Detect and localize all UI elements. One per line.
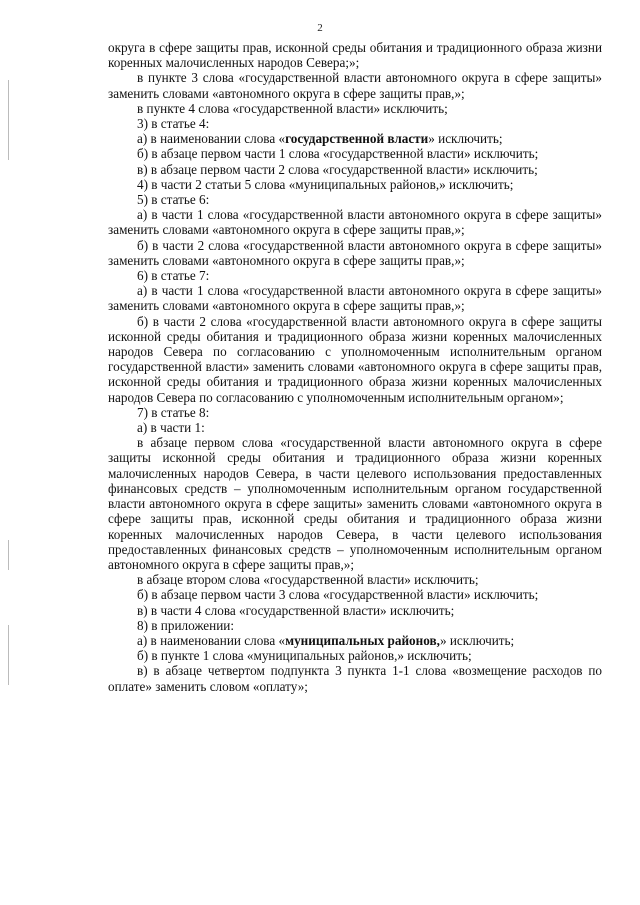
bold-text: государственной власти [285,131,429,147]
paragraph: б) в абзаце первом части 3 слова «государственной власти» исключить; [137,587,539,603]
page-number: 2 [317,22,323,34]
paragraph: 5) в статье 6: [137,192,210,208]
paragraph: в пункте 3 слова «государственной власти автономного округа в сфере защиты» заменить словами «автономного округа в сфере защиты прав,»; [108,70,602,101]
paragraph: в абзаце первом слова «государственной власти автономного округа в сфере защиты исконной среды обитания и традиционного образа жизни коренных малочисленных народов Севера, в части целевого использования предоставленных финансовых средств – уполномоченным исполнительным органом государственной власти автономного округа в сфере защиты» заменить словами «автономного округа в сфере защиты прав, исконной среды обитания и традиционного образа жизни коренных малочисленных народов Севера, в части целевого использования предоставленных финансовых средств – уполномоченным исполнительным органом автономного округа в сфере защиты прав,»; [108,435,602,572]
paragraph: а) в части 1 слова «государственной власти автономного округа в сфере защиты» заменить словами «автономного округа в сфере защиты прав,»; [108,207,602,238]
paragraph: в пункте 4 слова «государственной власти» исключить; [137,100,448,116]
paragraph: в абзаце втором слова «государственной власти» исключить; [137,572,479,588]
paragraph: 3) в статье 4: [137,116,210,132]
paragraph: 4) в части 2 статьи 5 слова «муниципальных районов,» исключить; [137,176,514,192]
paragraph: 6) в статье 7: [137,268,210,284]
paragraph: б) в части 2 слова «государственной власти автономного округа в сфере защиты» заменить словами «автономного округа в сфере защиты прав,»; [108,237,602,268]
bold-text: муниципальных районов, [285,632,440,648]
paragraph: в) в части 4 слова «государственной власти» исключить; [137,602,455,618]
scan-margin-mark [8,625,9,685]
paragraph: б) в пункте 1 слова «муниципальных районов,» исключить; [137,648,472,664]
paragraph: в) в абзаце четвертом подпункта 3 пункта 1-1 слова «возмещение расходов по оплате» заменить словом «оплату»; [108,663,602,694]
paragraph: округа в сфере защиты прав, исконной среды обитания и традиционного образа жизни коренных малочисленных народов Севера;»; [108,40,602,71]
paragraph: б) в части 2 слова «государственной власти автономного округа в сфере защиты исконной среды обитания и традиционного образа жизни коренных малочисленных народов Севера по согласованию с уполномоченным исполнительным органом государственной власти» заменить словами «автономного округа в сфере защиты прав, исконной среды обитания и традиционного образа жизни коренных малочисленных народов Севера по согласованию с уполномоченным исполнительным органом»; [108,313,602,405]
paragraph: а) в наименовании слова «муниципальных районов,» исключить; [137,632,515,648]
scan-margin-mark [8,80,9,160]
paragraph: а) в части 1 слова «государственной власти автономного округа в сфере защиты» заменить словами «автономного округа в сфере защиты прав,»; [108,283,602,314]
document-body [108,40,602,694]
paragraph: 8) в приложении: [137,617,234,633]
paragraph: в) в абзаце первом части 2 слова «государственной власти» исключить; [137,161,538,177]
paragraph: б) в абзаце первом части 1 слова «государственной власти» исключить; [137,146,539,162]
paragraph: 7) в статье 8: [137,404,210,420]
paragraph: а) в наименовании слова «государственной власти» исключить; [137,131,503,147]
scan-margin-mark [8,540,9,570]
paragraph: а) в части 1: [137,420,205,436]
